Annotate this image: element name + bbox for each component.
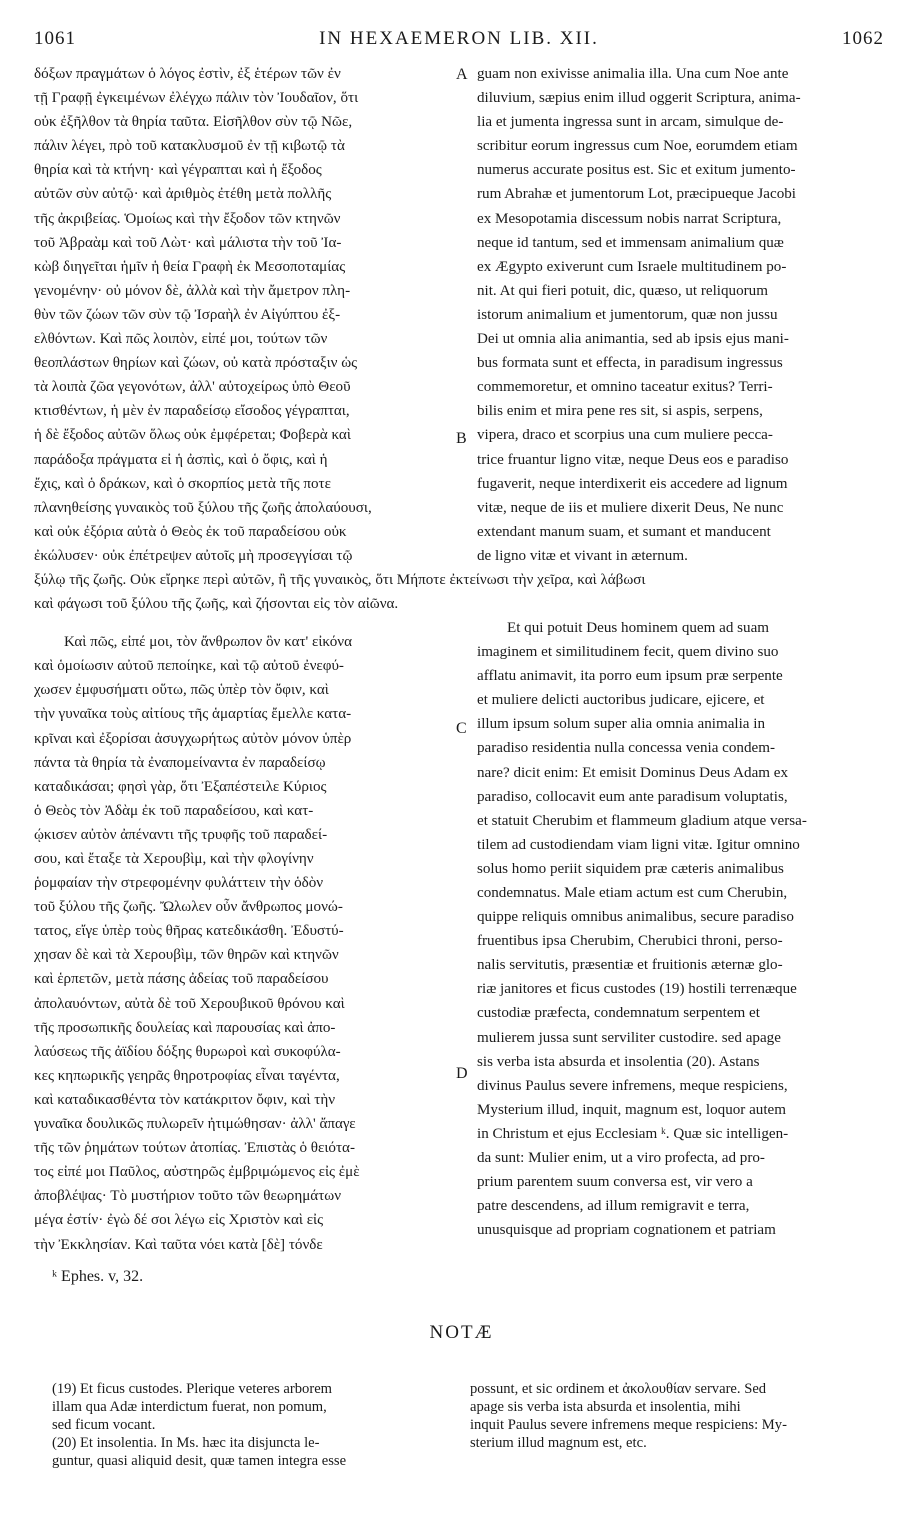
latin-text-line: fruentibus ipsa Cherubim, Cherubici throni, perso- xyxy=(477,933,783,950)
greek-text-line: οὐκ ἐξῆλθον τὰ θηρία ταῦτα. Εἰσῆλθον σὺν τῷ Νῶε, xyxy=(34,114,353,131)
latin-text-line: vitæ, neque de iis et muliere dixerit Deus, Ne nunc xyxy=(477,499,784,516)
paragraph-gap xyxy=(477,568,890,582)
greek-text-line: λαύσεως τῆς ἀϊδίου δόξης θυρωροὶ καὶ συκοφύλα- xyxy=(34,1043,341,1060)
greek-text-line: καὶ φάγωσι τοῦ ξύλου τῆς ζωῆς, καὶ ζήσονται εἰς τὸν αἰῶνα. xyxy=(34,596,399,613)
note-line: inquit Paulus severe infremens meque respiciens: My- xyxy=(470,1417,787,1433)
note-line: (19) Et ficus custodes. Plerique veteres arborem xyxy=(52,1381,333,1397)
latin-text-line: paradiso, collocavit eum ante paradisum voluptatis, xyxy=(477,788,788,805)
greek-text-line: πάλιν λέγει, πρὸ τοῦ κατακλυσμοῦ ἐν τῇ κιβωτῷ τὰ xyxy=(34,138,345,155)
latin-text-line: divinus Paulus severe infremens, meque respiciens, xyxy=(477,1077,788,1094)
latin-text-line: et statuit Cherubim et flammeum gladium atque versa- xyxy=(477,812,807,829)
latin-text-line: sis verba ista absurda et insolentia (20). Astans xyxy=(477,1053,760,1070)
notes-heading: NOTÆ xyxy=(429,1322,494,1343)
latin-text-line: illum ipsum solum super alia omnia animalia in xyxy=(477,716,765,733)
left-page-number: 1061 xyxy=(34,28,76,49)
greek-text-line: ῴκισεν αὐτὸν ἀπέναντι τῆς τρυφῆς τοῦ παραδεί- xyxy=(34,826,328,843)
latin-text-line: Dei ut omnia alia animantia, sed ab ipsis ejus mani- xyxy=(477,331,789,348)
greek-text-line: ὁ Θεὸς τὸν Ἀδὰμ ἐκ τοῦ παραδείσου, καὶ κατ- xyxy=(34,802,314,819)
greek-text-line: πλανηθείσης γυναικὸς τοῦ ξύλου τῆς ζωῆς ἀπολαύουσι, xyxy=(34,499,372,516)
greek-text-line: καταδικάσαι; φησὶ γὰρ, ὅτι Ἐξαπέστειλε Κύριος xyxy=(34,778,327,795)
running-title: IN HEXAEMERON LIB. XII. xyxy=(319,28,599,49)
latin-text-line: ex Ægypto exiverunt cum Israele multitudinem po- xyxy=(477,258,787,275)
greek-text-line: τατος, εἴγε ὑπὲρ τοὺς θῆρας κατεδικάσθη. Ἐδυστύ- xyxy=(34,923,344,940)
greek-text-line: ῥομφαίαν τὴν στρεφομένην φυλάττειν τὴν ὁδὸν xyxy=(34,875,324,892)
latin-text-line: custodiæ præfecta, condemnatum serpentem et xyxy=(477,1005,760,1022)
greek-text-line: τὰ λοιπὰ ζῶα γεγονότων, ἀλλ' αὐτοχείρως ὑπὸ Θεοῦ xyxy=(34,379,351,396)
greek-text-line: καὶ ἑρπετῶν, μετὰ πάσης ἀδείας τοῦ παραδείσου xyxy=(34,971,329,988)
greek-text-line: τῆς ἀκριβείας. Ὁμοίως καὶ τὴν ἔξοδον τῶν κτηνῶν xyxy=(34,210,341,227)
latin-text-line: de ligno vitæ et vivant in æternum. xyxy=(477,547,688,564)
notes-left-column xyxy=(52,1380,447,1470)
greek-text-line: θὺν τῶν ζώων τῶν σὺν τῷ Ἰσραὴλ ἐν Αἰγύπτου ἐξ- xyxy=(34,306,341,323)
latin-text-line: rum Abrahæ et jumentorum Lot, præcipueque Jacobi xyxy=(477,186,796,203)
latin-text-line: da sunt: Mulier enim, ut a viro profecta, ad pro- xyxy=(477,1150,765,1167)
latin-text-line: vipera, draco et scorpius una cum muliere pecca- xyxy=(477,427,773,444)
right-page-number: 1062 xyxy=(842,28,884,49)
greek-text-line: χωσεν ἐμφυσήματι οὕτω, πῶς ὑπὲρ τὸν ὄφιν, καὶ xyxy=(34,682,329,699)
note-line: sed ficum vocant. xyxy=(52,1417,156,1433)
latin-text-line: solus homo periit siquidem præ cæteris animalibus xyxy=(477,860,784,877)
latin-text-line: bilis enim et mira pene res sit, si aspis, serpens, xyxy=(477,403,763,420)
greek-text-line: χησαν δὲ καὶ τὰ Χερουβὶμ, τῶν θηρῶν καὶ κτηνῶν xyxy=(34,947,339,964)
latin-text-line: unusquisque ad propriam cognationem et patriam xyxy=(477,1222,776,1239)
paragraph-gap xyxy=(34,616,452,630)
greek-text-line: κες κηπωρικῆς γεηρᾶς θηροτροφίας εἶναι ταγέντα, xyxy=(34,1067,340,1084)
greek-text-line: Καὶ πῶς, εἰπέ μοι, τὸν ἄνθρωπον ὃν κατ' εἰκόνα xyxy=(64,634,352,651)
greek-text-line: τῆς τῶν ῥημάτων τούτων ἀτοπίας. Ἐπιστὰς ὁ θειότα- xyxy=(34,1140,355,1157)
greek-text-line: τοῦ Ἀβραὰμ καὶ τοῦ Λὼτ· καὶ μάλιστα τὴν τοῦ Ἰα- xyxy=(34,234,342,251)
greek-text-line: ἐκώλυσεν· οὐκ ἐπέτρεψεν αὐτοῖς μὴ προσεγγίσαι τῷ xyxy=(34,547,353,564)
running-header xyxy=(34,28,884,54)
latin-text-line: nalis servitutis, præsentiæ et fruitionis æternæ glo- xyxy=(477,957,783,974)
greek-text-line: παράδοξα πράγματα εἰ ἡ ἀσπὶς, καὶ ὁ ὄφις, καὶ ἡ xyxy=(34,451,328,468)
greek-text-line: θηρία καὶ τὰ κτήνη· καὶ γέγραπται καὶ ἡ ἔξοδος xyxy=(34,162,322,179)
greek-text-line: κὼβ διηγεῖται ἡμῖν ἡ θεία Γραφὴ ἐκ Μεσοποταμίας xyxy=(34,258,346,275)
greek-text-line: κτισθέντων, ἡ μὲν ἐν παραδείσῳ εἴσοδος γέγραπται, xyxy=(34,403,350,420)
latin-text-line: et muliere delicti auctoribus judicare, ejicere, et xyxy=(477,692,765,709)
section-marker-b: B xyxy=(456,430,467,447)
latin-text-line: condemnatus. Male etiam actum est cum Cherubin, xyxy=(477,885,788,901)
latin-text-line: Et qui potuit Deus hominem quem ad suam xyxy=(507,619,770,636)
latin-text-line: scribitur eorum ingressus cum Noe, eorumdem etiam xyxy=(477,138,798,155)
latin-text-line: prium parentem suum conversa est, vir vero a xyxy=(477,1174,753,1191)
greek-text-line: ελθόντων. Καὶ πῶς λοιπὸν, εἰπέ μοι, τούτων τῶν xyxy=(34,331,328,348)
latin-text-line: guam non exivisse animalia illa. Una cum Noe ante xyxy=(477,66,789,82)
greek-text-line: ἀποβλέψας· Τὸ μυστήριον τοῦτο τῶν θεωρημάτων xyxy=(34,1188,342,1205)
greek-text-line: καὶ ὁμοίωσιν αὐτοῦ πεποίηκε, καὶ τῷ αὐτοῦ ἐνεφύ- xyxy=(34,658,344,675)
greek-text-line: ἀπολαυόντων, αὐτὰ δὲ τοῦ Χερουβικοῦ θρόνου καὶ xyxy=(34,995,345,1012)
note-line: sterium illud magnum est, etc. xyxy=(470,1435,647,1451)
greek-text-line: τος εἰπέ μοι Παῦλος, αὐστηρῶς ἐμβριμώμενος εἰς ἐμὲ xyxy=(34,1164,360,1181)
latin-text-line: nit. At qui fieri potuit, dic, quæso, ut reliquorum xyxy=(477,282,768,299)
note-line: guntur, quasi aliquid desit, quæ tamen integra esse xyxy=(52,1453,347,1469)
greek-text-line: καὶ καταδικασθέντα τὸν κατάκριτον ὄφιν, καὶ τὴν xyxy=(34,1091,336,1108)
latin-text-line: trice fruantur ligno vitæ, neque Deus eos e paradiso xyxy=(477,451,789,468)
latin-text-line: diluvium, sæpius enim illud oggerit Scriptura, anima- xyxy=(477,90,801,107)
latin-text-line: extendant manum suam, et sumant et manducent xyxy=(477,523,771,540)
latin-text-line: istorum animalium et jumentorum, quæ non jussu xyxy=(477,306,778,323)
latin-text-line: riæ janitores et ficus custodes (19) hostili terrenæque xyxy=(477,981,797,998)
greek-text-line: ἔχις, καὶ ὁ δράκων, καὶ ὁ σκορπίος μετὰ τῆς ποτε xyxy=(34,475,331,492)
latin-text-line: paradiso residentia nulla concessa venia condem- xyxy=(477,740,775,757)
latin-text-line: neque id tantum, sed et immensam animalium quæ xyxy=(477,234,784,251)
greek-text-line: ξύλῳ τῆς ζωῆς. Οὐκ εἴρηκε περὶ αὐτῶν, ἢ τῆς γυναικὸς, ὅτι Μήποτε ἐκτείνωσι τὴν χεῖρα, καὶ λάβωσι xyxy=(34,571,646,588)
greek-text-line: τοῦ ξύλου τῆς ζωῆς. Ὤλωλεν οὖν ἄνθρωπος μονώ- xyxy=(34,899,343,916)
greek-text-line: θεοπλάστων θηρίων καὶ ζώων, οὐ κατὰ πρόσταξιν ὡς xyxy=(34,355,358,372)
latin-text-line: mulierem jussa sunt serviliter custodire. sed apage xyxy=(477,1029,781,1046)
greek-text-line: δόξων πραγμάτων ὁ λόγος ἐστὶν, ἐξ ἑτέρων τῶν ἐν xyxy=(34,66,341,82)
greek-text-line: μέγα ἐστίν· ἐγὼ δέ σοι λέγω εἰς Χριστὸν καὶ εἰς xyxy=(34,1212,324,1229)
latin-text-line: lia et jumenta ingressa sunt in arcam, simulque de- xyxy=(477,114,784,131)
note-line: illam qua Adæ interdictum fuerat, non pomum, xyxy=(52,1399,327,1415)
latin-text-line: imaginem et similitudinem fecit, quem divino suo xyxy=(477,644,779,661)
latin-text-line: ex Mesopotamia discessum nobis narrat Scriptura, xyxy=(477,210,782,227)
latin-text-line: Mysterium illud, inquit, magnum est, loquor autem xyxy=(477,1101,786,1118)
greek-text-line: αὐτῶν σὺν αὐτῷ· καὶ ἀριθμὸς ἐτέθη μετὰ πολλῆς xyxy=(34,186,332,203)
notes-right-column xyxy=(470,1380,885,1452)
greek-text-line: τῇ Γραφῇ ἐγκειμένων ἐλέγχω πάλιν τὸν Ἰουδαῖον, ὅτι xyxy=(34,90,359,107)
latin-text-line: afflatu animavit, ita porro eum ipsum præ serpente xyxy=(477,668,783,685)
latin-text-line: in Christum et ejus Ecclesiam ᵏ. Quæ sic intelligen- xyxy=(477,1125,789,1142)
latin-text-line: commemoretur, et omnino taceatur exitus? Terri- xyxy=(477,379,773,396)
latin-text-line: fugaverit, neque interdixerit eis accedere ad lignum xyxy=(477,475,788,492)
footnote: ᵏ Ephes. v, 32. xyxy=(52,1268,144,1285)
section-marker-a: A xyxy=(456,66,468,83)
latin-text-line: numerus accurate positus est. Sic et exitum jumento- xyxy=(477,162,796,179)
greek-text-line: κρῖναι καὶ ἐξορίσαι ἀσυγχωρήτως αὐτὸν μόνον ὑπὲρ xyxy=(34,730,352,747)
greek-text-line: καὶ οὐκ ἐξόρια αὐτὰ ὁ Θεὸς ἐκ τοῦ παραδείσου οὐκ xyxy=(34,523,347,540)
section-marker-c: C xyxy=(456,720,467,737)
greek-text-line: τὴν Ἐκκλησίαν. Καὶ ταῦτα νόει κατὰ [δὲ] τόνδε xyxy=(34,1236,323,1253)
note-line: (20) Et insolentia. In Ms. hæc ita disjuncta le- xyxy=(52,1435,320,1451)
greek-text-line: ἡ δὲ ἔξοδος αὐτῶν ὅλως οὐκ ἐμφέρεται; Φοβερὰ καὶ xyxy=(34,427,351,444)
note-line: apage sis verba ista absurda et insolentia, mihi xyxy=(470,1399,741,1415)
greek-text-line: τῆς προσωπικῆς δουλείας καὶ παρουσίας καὶ ἀπο- xyxy=(34,1019,336,1036)
greek-text-line: τὴν γυναῖκα τοὺς αἰτίους τῆς ἁμαρτίας ἔμελλε κατα- xyxy=(34,706,352,723)
greek-text-line: πάντα τὰ θηρία τὰ ἐναπομείναντα ἐν παραδείσῳ xyxy=(34,754,326,771)
latin-text-column xyxy=(477,62,890,1242)
greek-text-line: γενομένην· οὐ μόνον δὲ, ἀλλὰ καὶ τὴν ἄμετρον πλη- xyxy=(34,282,351,299)
latin-text-line: quippe reliquis omnibus animalibus, secure paradiso xyxy=(477,909,794,926)
note-line: possunt, et sic ordinem et ἀκολουθίαν servare. Sed xyxy=(470,1381,767,1397)
latin-text-line: tilem ad custodiendam viam ligni vitæ. Igitur omnino xyxy=(477,836,800,853)
greek-text-line: σου, καὶ ἔταξε τὰ Χερουβὶμ, καὶ τὴν φλογίνην xyxy=(34,851,314,867)
latin-text-line: patre descendens, ad illum remigravit e terra, xyxy=(477,1198,750,1215)
greek-text-line: γυναῖκα δουλικῶς πυλωρεῖν ἠτιμώθησαν· ἀλλ' ἄπαγε xyxy=(34,1116,356,1133)
latin-text-line: nare? dicit enim: Et emisit Dominus Deus Adam ex xyxy=(477,764,789,781)
section-marker-d: D xyxy=(456,1065,468,1082)
latin-text-line: bus formata sunt et effecta, in paradisum ingressus xyxy=(477,355,783,372)
